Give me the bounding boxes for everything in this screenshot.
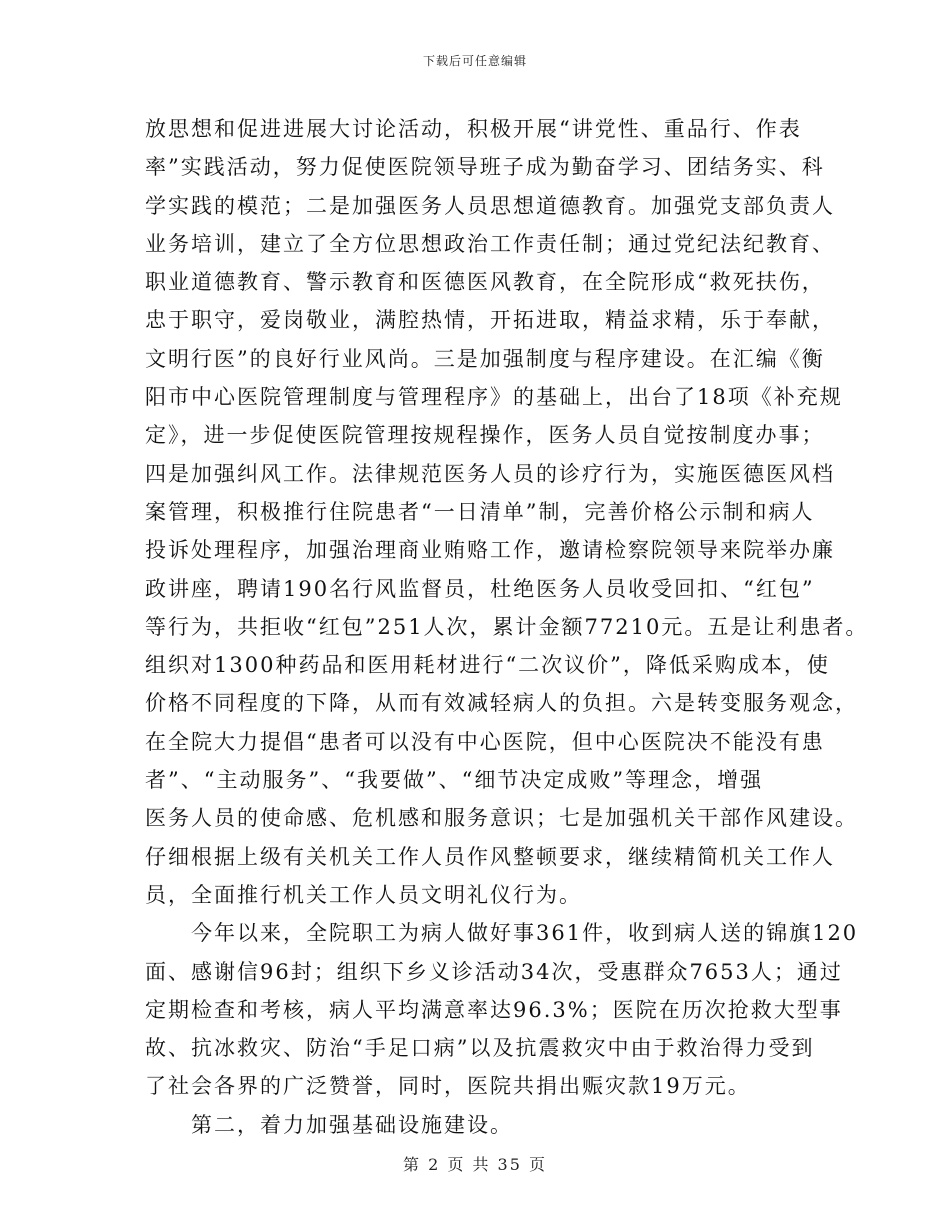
- text-line: 业务培训，建立了全方位思想政治工作责任制；通过党纪法纪教育、: [145, 231, 835, 256]
- text-line: 四是加强纠风工作。法律规范医务人员的诊疗行为，实施医德医风档: [145, 461, 835, 486]
- text-line: 仔细根据上级有关机关工作人员作风整顿要求，继续精简机关工作人: [145, 844, 835, 869]
- text-line: 医务人员的使命感、危机感和服务意识；七是加强机关干部作风建设。: [145, 806, 858, 831]
- text-line: 阳市中心医院管理制度与管理程序》的基础上，出台了18项《补充规: [145, 385, 843, 410]
- text-line: 政讲座，聘请190名行风监督员，杜绝医务人员收受回扣、“红包”: [145, 576, 815, 601]
- text-line: 员，全面推行机关工作人员文明礼仪行为。: [145, 882, 582, 907]
- page-header: 下载后可任意编辑: [422, 54, 527, 68]
- text-line: 忠于职守，爱岗敬业，满腔热情，开拓进取，精益求精，乐于奉献，: [145, 308, 835, 333]
- text-line: 价格不同程度的下降，从而有效减轻病人的负担。六是转变服务观念，: [145, 691, 858, 716]
- text-line: 组织对1300种药品和医用耗材进行“二次议价”，降低采购成本，使: [145, 653, 830, 678]
- text-line: 定》，进一步促使医院管理按规程操作，医务人员自觉按制度办事；: [145, 423, 825, 448]
- text-line: 定期检查和考核，病人平均满意率达96.3%；医院在历次抢救大型事: [145, 997, 843, 1022]
- text-line: 放思想和促进进展大讨论活动，积极开展“讲党性、重品行、作表: [145, 117, 802, 141]
- text-line: 学实践的模范；二是加强医务人员思想道德教育。加强党支部负责人: [145, 193, 835, 218]
- text-line: 文明行医”的良好行业风尚。三是加强制度与程序建设。在汇编《衡: [145, 346, 825, 371]
- text-line: 故、抗冰救灾、防治“手足口病”以及抗震救灾中由于救治得力受到: [145, 1036, 815, 1061]
- text-line: 者”、“主动服务”、“我要做”、“细节决定成败”等理念，增强: [145, 768, 764, 793]
- text-line: 今年以来，全院职工为病人做好事361件，收到病人送的锦旗120: [145, 921, 859, 946]
- text-line: 率”实践活动，努力促使医院领导班子成为勤奋学习、团结务实、科: [145, 155, 825, 180]
- text-line: 面、感谢信96封；组织下乡义诊活动34次，受惠群众7653人；通过: [145, 959, 843, 984]
- text-line: 等行为，共拒收“红包”251人次，累计金额77210元。五是让利患者。: [145, 614, 869, 639]
- text-line: 案管理，积极推行住院患者“一日清单”制，完善价格公示制和病人: [145, 499, 815, 524]
- text-line: 在全院大力提倡“患者可以没有中心医院，但中心医院决不能没有患: [145, 729, 825, 754]
- page-number: 第 2 页 共 35 页: [403, 1155, 547, 1174]
- text-line: 第二，着力加强基础设施建设。: [145, 1112, 513, 1137]
- text-line: 了社会各界的广泛赞誉，同时，医院共捐出赈灾款19万元。: [145, 1074, 751, 1099]
- document-body: [145, 110, 869, 1144]
- text-line: 投诉处理程序，加强治理商业贿赂工作，邀请检察院领导来院举办廉: [145, 538, 835, 563]
- text-line: 职业道德教育、警示教育和医德医风教育，在全院形成“救死扶伤，: [145, 270, 825, 295]
